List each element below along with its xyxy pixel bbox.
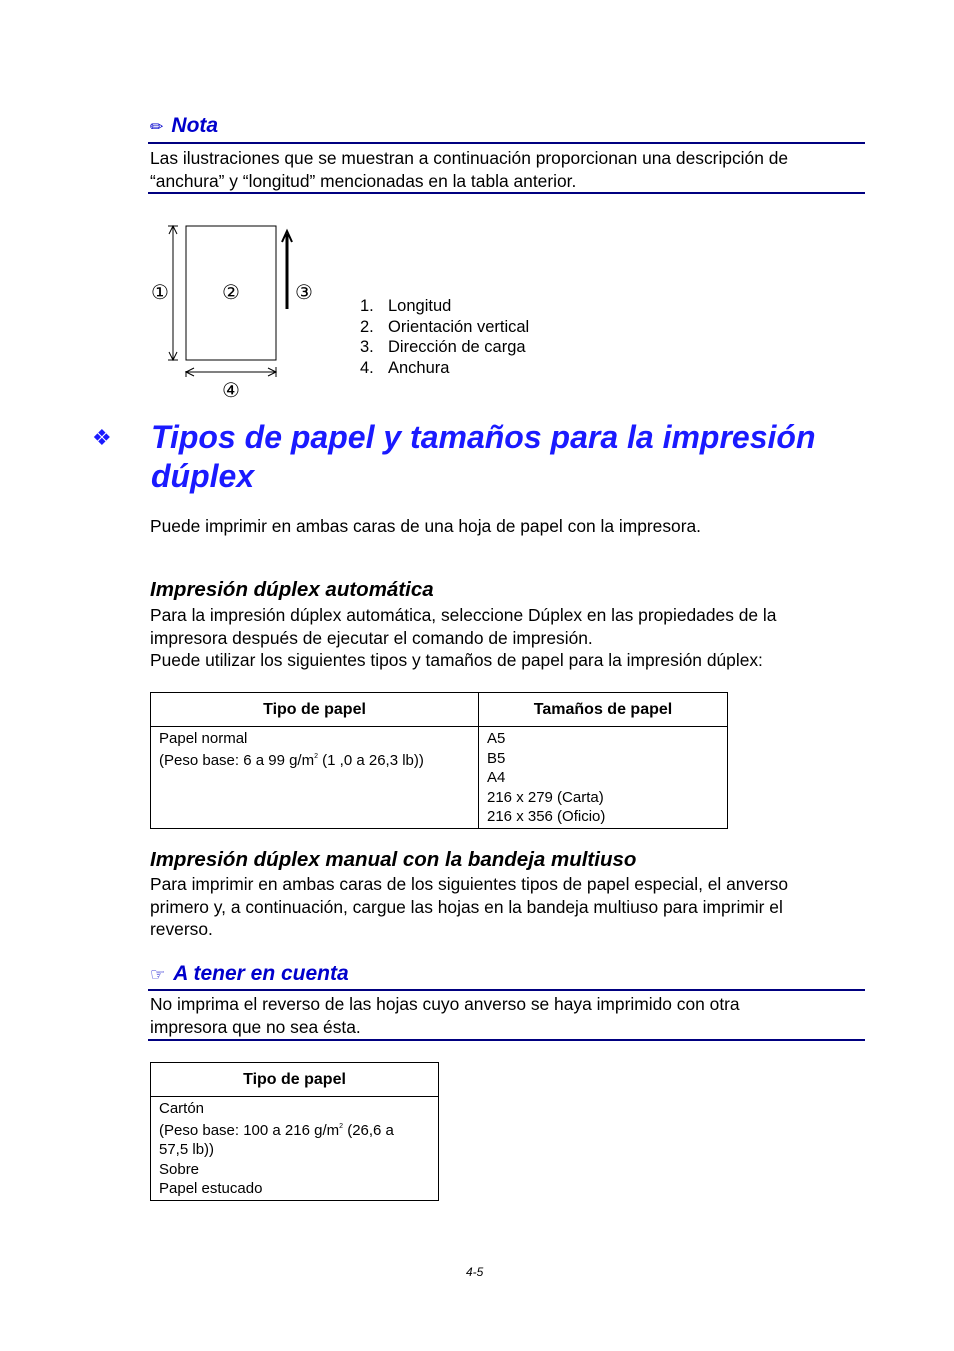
manual-duplex-text: Para imprimir en ambas caras de los siguientes tipos de papel especial, el anverso primero y, a continuación, cargue las hojas en la bandeja multiuso para imprimir el reverso. (150, 874, 788, 939)
label-3: ③ (295, 280, 313, 304)
duplex-paper-table (150, 692, 728, 829)
manual-paper-table (150, 1062, 439, 1201)
diagram-legend (360, 296, 529, 379)
caution-heading (150, 962, 349, 986)
paper-type-cell: Papel normal (Peso base: 6 a 99 $g/m^2$ (1 ,0 a 26,3 lb)) (151, 727, 479, 829)
caution-bottom-rule (148, 1039, 865, 1041)
label-4: ④ (222, 378, 240, 402)
caution-text: No imprima el reverso de las hojas cuyo anverso se haya imprimido con otra impresora que no sea ésta. (150, 994, 740, 1037)
pointing-hand-icon: ☞ (150, 965, 166, 984)
table-row (151, 727, 728, 829)
paper-type-cell: Cartón (Peso base: 100 a 216 $g/m^2$ (26,6 a 57,5 lb)) Sobre Papel estucado (151, 1097, 439, 1201)
legend-item: 3. Dirección de carga (360, 338, 526, 357)
note-top-rule (148, 142, 865, 144)
section-bullet-icon: ❖ (92, 425, 112, 450)
section-title: Tipos de papel y tamaños para la impresión dúplex (151, 419, 816, 494)
column-header-paper-type: Tipo de papel (151, 1063, 439, 1097)
label-1: ① (151, 280, 169, 304)
page-number: 4-5 (466, 1265, 484, 1279)
caution-title: A tener en cuenta (173, 962, 349, 985)
column-header-paper-sizes: Tamaños de papel (479, 693, 728, 727)
legend-item: 1. Longitud (360, 297, 452, 315)
legend-item: 4. Anchura (360, 359, 450, 378)
note-bottom-rule (148, 192, 865, 194)
note-heading (150, 114, 218, 138)
note-title: Nota (171, 114, 219, 137)
auto-duplex-heading: Impresión dúplex automática (150, 578, 434, 601)
legend-item: 2. Orientación vertical (360, 317, 530, 336)
caution-top-rule (148, 989, 865, 991)
label-2: ② (222, 280, 240, 304)
auto-duplex-text: Para la impresión dúplex automática, seleccione Dúplex en las propiedades de la impresora después de ejecutar el comando de impresión. Puede utilizar los siguientes tipos y tamaños de papel para la impresión dúplex: (150, 605, 777, 670)
section-intro: Puede imprimir en ambas caras de una hoja de papel con la impresora. (150, 516, 702, 536)
manual-duplex-heading: Impresión dúplex manual con la bandeja multiuso (150, 848, 637, 871)
paper-orientation-diagram (140, 215, 340, 410)
paper-sizes-cell: A5 B5 A4 216 x 279 (Carta) 216 x 356 (Oficio) (479, 727, 728, 829)
column-header-paper-type: Tipo de papel (151, 693, 479, 727)
table-row (151, 1097, 439, 1201)
note-text: Las ilustraciones que se muestran a continuación proporcionan una descripción de “anchura” y “longitud” mencionadas en la tabla anterior. (150, 148, 789, 191)
pencil-icon: ✏ (150, 119, 164, 136)
